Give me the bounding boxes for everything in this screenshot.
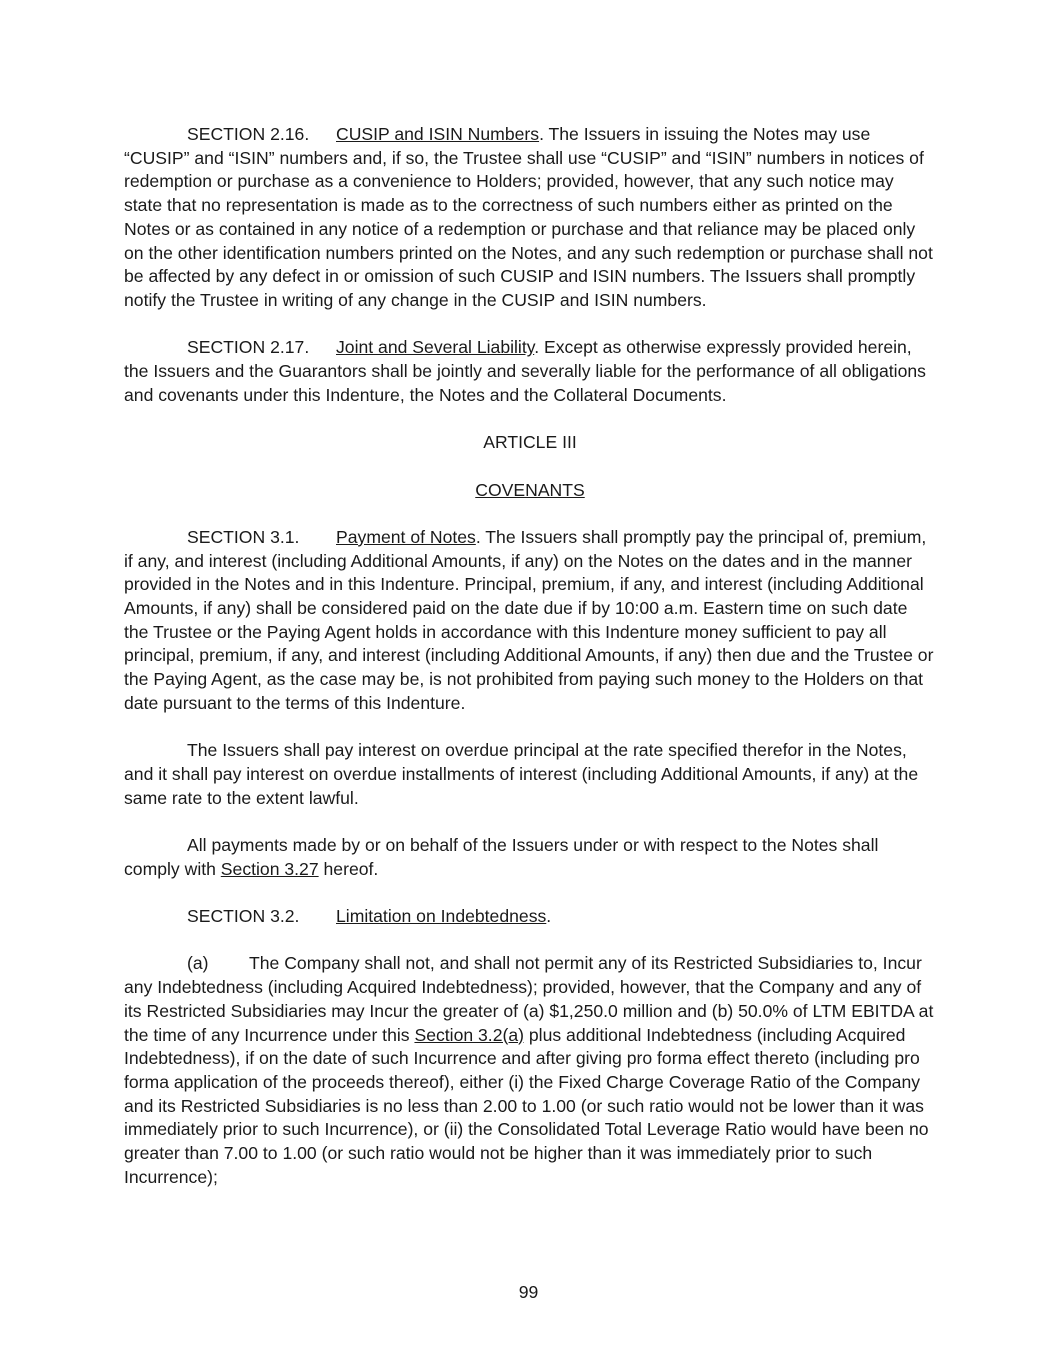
section-3-1-body: . The Issuers shall promptly pay the principal of, premium, if any, and interest (including Additional Amounts, if any) on the Notes on the dates and in the manner provided in the Notes and in this Indenture. Principal, premium, if any, and interest (including Additional Amounts, if any) shall be considered paid on the date due if by 10:00 a.m. Eastern time on such date the Trustee or the Paying Agent holds in accordance with this Indenture money sufficient to pay all principal, premium, if any, and interest (including Additional Amounts, if any) then due and the Trustee or the Paying Agent, as the case may be, is not prohibited from paying such money to the Holders on that date pursuant to the terms of this Indenture. <box>124 526 934 713</box>
section-3-1-number: SECTION 3.1. <box>187 526 300 547</box>
page-number: 99 <box>518 1282 539 1302</box>
section-2-16-number: SECTION 2.16. <box>187 124 310 144</box>
section-3-1-paragraph-3-end: hereof. <box>318 858 379 879</box>
section-2-16-paragraph <box>124 123 936 313</box>
section-3-1-paragraph-2: The Issuers shall pay interest on overdue principal at the rate specified therefor in the Notes, and it shall pay interest on overdue installments of interest (including Additional Amounts, if any) at the same rate to the extent lawful. <box>124 740 919 808</box>
section-3-1-heading: Payment of Notes <box>336 526 476 547</box>
section-2-17-heading: Joint and Several Liability <box>336 337 535 358</box>
section-3-2-heading: Limitation on Indebtedness <box>336 906 547 927</box>
section-3-2-item-a <box>124 952 936 1189</box>
section-3-2a-reference-link[interactable]: Section 3.2(a) <box>414 1024 524 1045</box>
section-3-1-paragraph <box>124 526 936 716</box>
article-subtitle <box>124 479 936 503</box>
section-3-1-paragraph-3 <box>124 834 936 881</box>
section-2-16-heading: CUSIP and ISIN Numbers <box>336 124 540 144</box>
item-a-text-end: plus additional Indebtedness (including Acquired Indebtedness), if on the date of such Incurrence and after giving pro forma effect thereto (including pro forma application of the proceeds thereof), either (i) the Fixed Charge Coverage Ratio of the Company and its Restricted Subsidiaries is no less than 2.00 to 1.00 (or such ratio would not be lower than it was immediately prior to such Incurrence), or (ii) the Consolidated Total Leverage Ratio would have been no greater than 7.00 to 1.00 (or such ratio would not be higher than it was immediately prior to such Incurrence); <box>124 1024 929 1187</box>
section-2-17-number: SECTION 2.17. <box>187 337 310 358</box>
article-subtitle-text: COVENANTS <box>475 479 585 500</box>
section-3-1-paragraph-3-text: All payments made by or on behalf of the Issuers under or with respect to the Notes shall comply with <box>124 835 879 879</box>
document-page <box>124 123 936 1190</box>
section-3-2-heading-paragraph <box>124 905 936 929</box>
section-2-17-paragraph <box>124 336 936 407</box>
section-3-27-reference-link[interactable]: Section 3.27 <box>220 858 319 879</box>
item-a-label: (a) <box>187 953 209 974</box>
section-3-2-number: SECTION 3.2. <box>187 906 300 927</box>
section-3-2-heading-end: . <box>546 906 552 927</box>
item-a-text: The Company shall not, and shall not permit any of its Restricted Subsidiaries to, Incur any Indebtedness (including Acquired Indebtedness); provided, however, that the Company and any of its Restricted Subsidiaries may Incur the greater of (a) $1,250.0 million and (b) 50.0% of LTM EBITDA at the time of any Incurrence under this <box>124 953 934 1045</box>
article-title: ARTICLE III <box>483 432 577 453</box>
section-2-17-body: . Except as otherwise expressly provided herein, the Issuers and the Guarantors shall be jointly and severally liable for the performance of all obligations and covenants under this Indenture, the Notes and the Collateral Documents. <box>124 337 926 405</box>
section-2-16-body: . The Issuers in issuing the Notes may use “CUSIP” and “ISIN” numbers and, if so, the Trustee shall use “CUSIP” and “ISIN” numbers in notices of redemption or purchase as a convenience to Holders; provided, however, that any such notice may state that no representation is made as to the correctness of such numbers either as printed on the Notes or as contained in any notice of a redemption or purchase and that reliance may be placed only on the other identification numbers printed on the Notes, and any such redemption or purchase shall not be affected by any defect in or omission of such CUSIP and ISIN numbers. The Issuers shall promptly notify the Trustee in writing of any change in the CUSIP and ISIN numbers. <box>124 124 933 310</box>
